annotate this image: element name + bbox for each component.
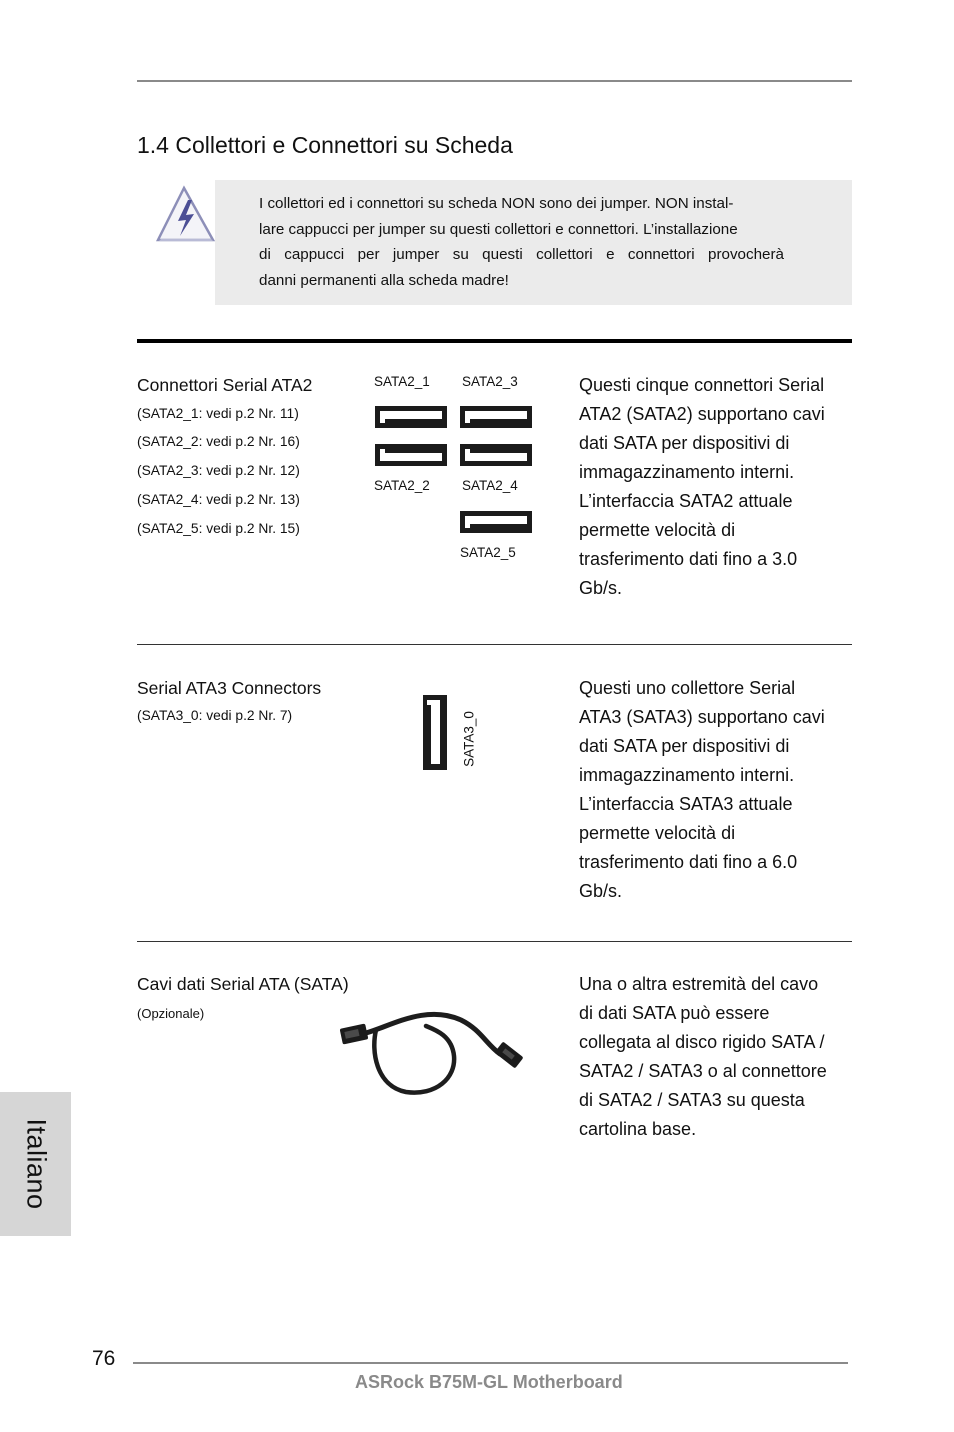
section-title: 1.4 Collettori e Connettori su Scheda — [137, 132, 513, 158]
warning-line: I collettori ed i connettori su scheda NON sono dei jumper. NON instal- — [259, 195, 734, 212]
sata2-2-label: SATA2_2 — [374, 478, 430, 493]
description-line: Gb/s. — [579, 881, 623, 901]
warning-lightning-triangle-icon — [156, 185, 216, 243]
description-line: ATA2 (SATA2) supportano cavi — [579, 404, 825, 424]
sata2-title: Connettori Serial ATA2 — [137, 375, 313, 395]
cable-note: (Opzionale) — [137, 1006, 205, 1021]
sata3-0-connector-icon — [422, 694, 448, 771]
description-line: trasferimento dati fino a 3.0 — [579, 549, 798, 569]
sata2-ref: (SATA2_5: vedi p.2 Nr. 15) — [137, 521, 300, 536]
warning-line: lare cappucci per jumper su questi collettori e connettori. L’installazione — [259, 220, 738, 238]
sata3-0-label-wrap — [461, 708, 477, 770]
description-line: di dati SATA può essere — [579, 1003, 770, 1023]
sata2-ref: (SATA2_3: vedi p.2 Nr. 12) — [137, 463, 300, 478]
section-divider-thick — [137, 339, 852, 343]
sata2-ref: (SATA2_4: vedi p.2 Nr. 13) — [137, 492, 300, 507]
language-side-tab — [0, 1092, 71, 1236]
sata3-0-label: SATA3_0 — [461, 711, 477, 767]
description-line: dati SATA per dispositivi di — [579, 433, 790, 453]
warning-line: danni permanenti alla scheda madre! — [259, 271, 509, 289]
sata2-description — [579, 371, 854, 603]
description-line: cartolina base. — [579, 1119, 697, 1139]
language-tab-label: Italiano — [21, 1118, 51, 1210]
warning-line: di cappucci per jumper su questi collettori e connettori provocherà — [259, 246, 784, 263]
sata2-2-connector-icon — [374, 443, 448, 467]
description-line: dati SATA per dispositivi di — [579, 736, 790, 756]
description-line: Gb/s. — [579, 578, 623, 598]
sata3-ref: (SATA3_0: vedi p.2 Nr. 7) — [137, 708, 293, 723]
sata2-5-connector-icon — [459, 510, 533, 534]
description-line: Questi cinque connettori Serial — [579, 375, 825, 395]
footer-rule — [133, 1362, 848, 1364]
section-divider — [137, 644, 852, 645]
description-line: di SATA2 / SATA3 su questa — [579, 1090, 805, 1110]
section-divider — [137, 941, 852, 942]
warning-text — [259, 191, 784, 293]
description-line: SATA2 / SATA3 o al connettore — [579, 1061, 827, 1081]
description-line: Questi uno collettore Serial — [579, 678, 796, 698]
sata2-4-connector-icon — [459, 443, 533, 467]
sata2-1-connector-icon — [374, 405, 448, 429]
cable-title: Cavi dati Serial ATA (SATA) — [137, 974, 349, 994]
sata3-title: Serial ATA3 Connectors — [137, 678, 322, 698]
description-line: L’interfaccia SATA3 attuale — [579, 794, 793, 814]
description-line: L’interfaccia SATA2 attuale — [579, 491, 793, 511]
description-line: ATA3 (SATA3) supportano cavi — [579, 707, 825, 727]
sata2-1-label: SATA2_1 — [374, 374, 430, 389]
cable-description — [579, 970, 854, 1144]
sata2-5-label: SATA2_5 — [460, 545, 516, 560]
description-line: trasferimento dati fino a 6.0 — [579, 852, 798, 872]
sata2-4-label: SATA2_4 — [462, 478, 518, 493]
description-line: Una o altra estremità del cavo — [579, 974, 819, 994]
sata2-3-connector-icon — [459, 405, 533, 429]
description-line: collegata al disco rigido SATA / — [579, 1032, 825, 1052]
top-rule — [137, 80, 852, 82]
description-line: permette velocità di — [579, 520, 736, 540]
sata-cable-image — [336, 1006, 526, 1098]
sata2-ref: (SATA2_2: vedi p.2 Nr. 16) — [137, 434, 300, 449]
sata2-ref: (SATA2_1: vedi p.2 Nr. 11) — [137, 406, 299, 421]
description-line: immagazzinamento interni. — [579, 462, 795, 482]
description-line: immagazzinamento interni. — [579, 765, 795, 785]
description-line: permette velocità di — [579, 823, 736, 843]
sata3-description — [579, 674, 854, 906]
sata2-3-label: SATA2_3 — [462, 374, 518, 389]
page-number: 76 — [92, 1347, 116, 1370]
footer-product-name: ASRock B75M-GL Motherboard — [355, 1372, 623, 1392]
